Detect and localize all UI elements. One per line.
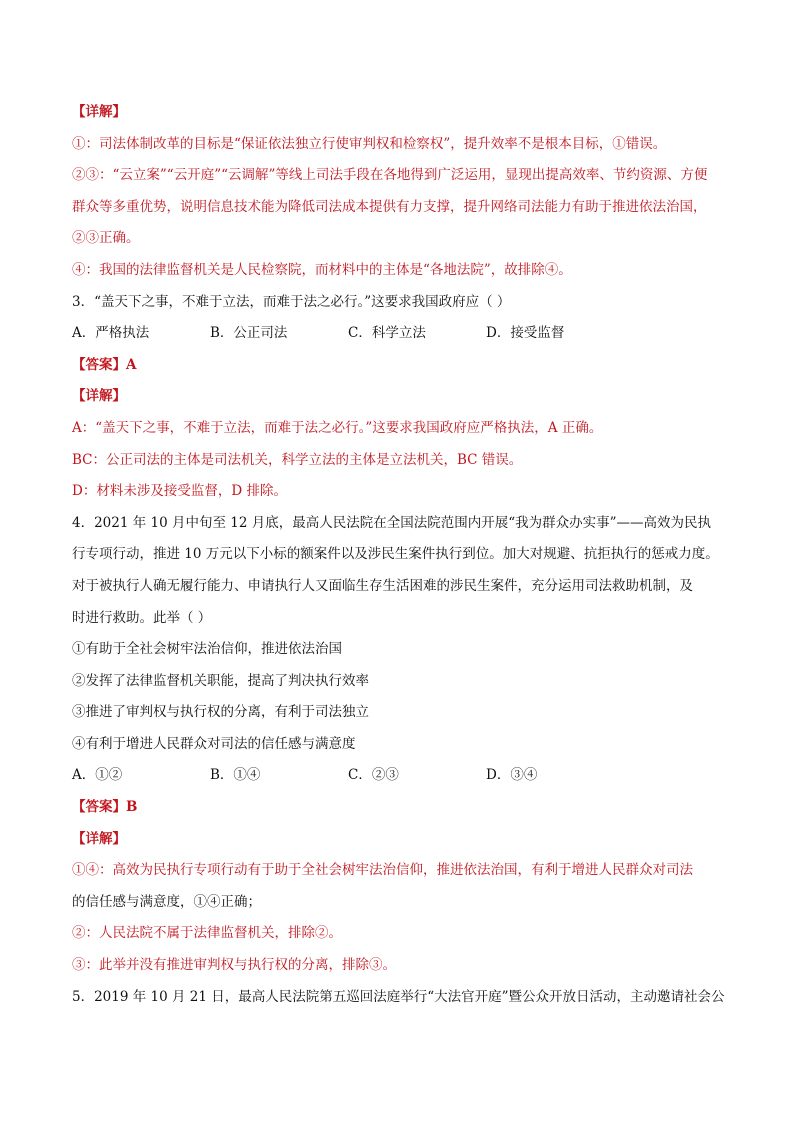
question-3-stem: 3．“盖天下之事，不难于立法，而难于法之必行。”这要求我国政府应（ ） <box>72 293 511 310</box>
section-label-explanation: 【详解】 <box>72 388 126 405</box>
answer-label: 【答案】B <box>72 799 138 816</box>
option-c: C．科学立法 <box>348 325 426 342</box>
explanation-line: ④：我国的法律监督机关是人民检察院，而材料中的主体是“各地法院”，故排除④。 <box>72 261 572 278</box>
statement-2: ②发挥了法律监督机关职能，提高了判决执行效率 <box>72 672 369 689</box>
option-b: B．公正司法 <box>210 325 288 342</box>
question-4-stem: 行专项行动，推进 10 万元以下小标的额案件以及涉民生案件执行到位。加大对规避、抗拒执行的惩戒力度。 <box>72 546 719 563</box>
option-a: A．严格执法 <box>72 325 150 342</box>
statement-3: ③推进了审判权与执行权的分离，有利于司法独立 <box>72 704 369 721</box>
explanation-line: 的信任感与满意度，①④正确； <box>72 893 261 910</box>
question-4-stem: 时进行救助。此举（ ） <box>72 609 212 626</box>
explanation-line: BC：公正司法的主体是司法机关，科学立法的主体是立法机关，BC 错误。 <box>72 451 523 468</box>
answer-label: 【答案】A <box>72 356 137 373</box>
question-4-stem: 4．2021 年 10 月中旬至 12 月底，最高人民法院在全国法院范围内开展“我为群众办实事”——高效为民执 <box>72 514 712 531</box>
section-label-explanation: 【详解】 <box>72 104 126 120</box>
explanation-line: ③：此举并没有推进审判权与执行权的分离，排除③。 <box>72 957 396 974</box>
explanation-line: D：材料未涉及接受监督，D 排除。 <box>72 483 287 500</box>
option-a: A．①② <box>72 767 123 784</box>
statement-4: ④有利于增进人民群众对司法的信任感与满意度 <box>72 735 356 752</box>
statement-1: ①有助于全社会树牢法治信仰，推进依法治国 <box>72 641 342 658</box>
explanation-line: ②：人民法院不属于法律监督机关，排除②。 <box>72 925 342 942</box>
explanation-line: ①④：高效为民执行专项行动有于助于全社会树牢法治信仰，推进依法治国，有利于增进人民群众对司法 <box>72 862 693 879</box>
section-label-explanation: 【详解】 <box>72 830 126 847</box>
option-b: B．①④ <box>210 767 261 784</box>
question-3-options <box>72 318 722 350</box>
question-4-stem: 对于被执行人确无履行能力、申请执行人又面临生存生活困难的涉民生案件，充分运用司法救助机制，及 <box>72 577 693 594</box>
question-5-stem: 5．2019 年 10 月 21 日，最高人民法院第五巡回法庭举行“大法官开庭”暨公众开放日活动，主动邀请社会公 <box>72 988 725 1005</box>
question-4-options <box>72 760 722 792</box>
explanation-line: ①：司法体制改革的目标是“保证依法独立行使审判权和检察权”，提升效率不是根本目标，①错误。 <box>72 135 667 152</box>
option-d: D．接受监督 <box>486 325 565 342</box>
explanation-line: ②③正确。 <box>72 230 140 247</box>
option-d: D．③④ <box>486 767 538 784</box>
explanation-line: A：“盖天下之事，不难于立法，而难于法之必行。”这要求我国政府应严格执法，A 正确。 <box>72 419 603 436</box>
explanation-line: ②③：“云立案”“云开庭”“云调解”等线上司法手段在各地得到广泛运用，显现出提高效率、节约资源、方便 <box>72 167 708 184</box>
document-content <box>72 97 725 1013</box>
explanation-line: 群众等多重优势，说明信息技术能为降低司法成本提供有力支撑，提升网络司法能力有助于推进依法治国， <box>72 198 707 215</box>
option-c: C．②③ <box>348 767 399 784</box>
